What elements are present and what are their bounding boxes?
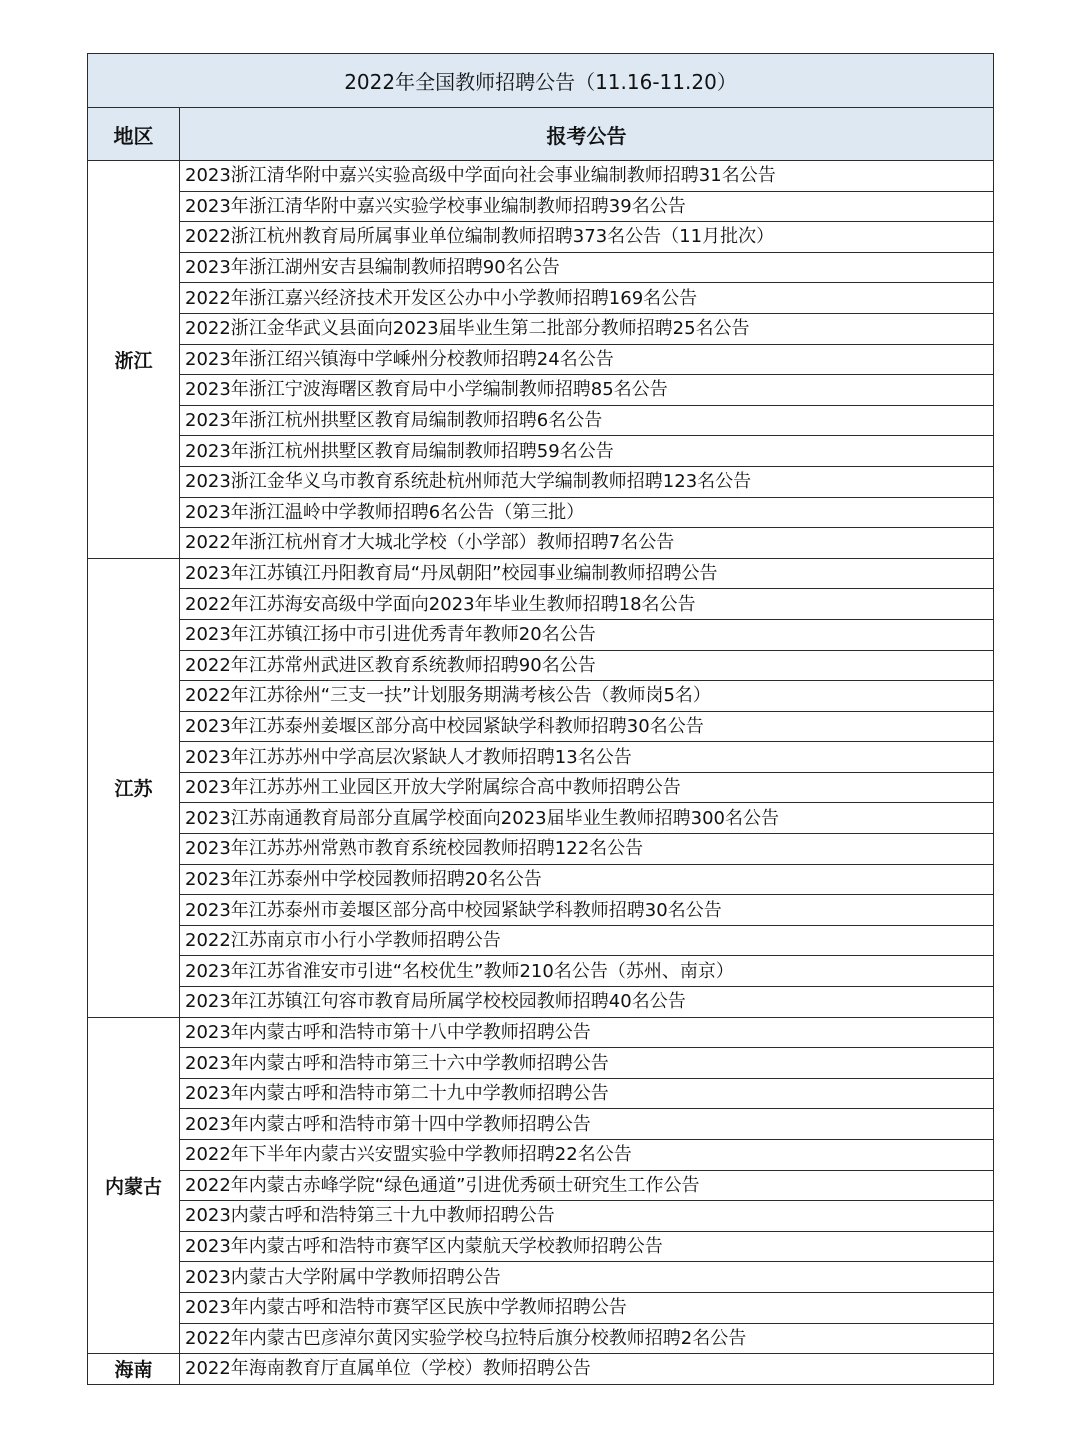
notice-table	[87, 53, 994, 1385]
notice-link[interactable]: 2022年江苏常州武进区教育系统教师招聘90名公告	[180, 650, 994, 681]
notice-link[interactable]: 2022年江苏海安高级中学面向2023年毕业生教师招聘18名公告	[180, 589, 994, 620]
notice-link[interactable]: 2023年浙江杭州拱墅区教育局编制教师招聘59名公告	[180, 436, 994, 467]
notice-link[interactable]: 2023江苏南通教育局部分直属学校面向2023届毕业生教师招聘300名公告	[180, 803, 994, 834]
notice-link[interactable]: 2022年海南教育厅直属单位（学校）教师招聘公告	[180, 1354, 994, 1385]
notice-link[interactable]: 2023年浙江绍兴镇海中学嵊州分校教师招聘24名公告	[180, 344, 994, 375]
table-row	[88, 803, 994, 834]
notice-link[interactable]: 2022浙江金华武义县面向2023届毕业生第二批部分教师招聘25名公告	[180, 313, 994, 344]
notice-link[interactable]: 2023年江苏苏州常熟市教育系统校园教师招聘122名公告	[180, 834, 994, 865]
table-row	[88, 161, 994, 192]
notice-link[interactable]: 2023年江苏泰州姜堰区部分高中校园紧缺学科教师招聘30名公告	[180, 711, 994, 742]
table-row	[88, 650, 994, 681]
header-row	[88, 108, 994, 161]
notice-link[interactable]: 2022年下半年内蒙古兴安盟实验中学教师招聘22名公告	[180, 1140, 994, 1171]
notice-link[interactable]: 2023年浙江清华附中嘉兴实验学校事业编制教师招聘39名公告	[180, 191, 994, 222]
table-row	[88, 528, 994, 559]
table-row	[88, 925, 994, 956]
table-row	[88, 1262, 994, 1293]
notice-link[interactable]: 2023年内蒙古呼和浩特市第十四中学教师招聘公告	[180, 1109, 994, 1140]
notice-link[interactable]: 2023年江苏省淮安市引进“名校优生”教师210名公告（苏州、南京）	[180, 956, 994, 987]
table-row	[88, 1323, 994, 1354]
table-row	[88, 772, 994, 803]
notice-link[interactable]: 2023年浙江温岭中学教师招聘6名公告（第三批）	[180, 497, 994, 528]
table-row	[88, 191, 994, 222]
notice-link[interactable]: 2023年江苏泰州中学校园教师招聘20名公告	[180, 864, 994, 895]
table-row	[88, 1170, 994, 1201]
notice-link[interactable]: 2023浙江金华义乌市教育系统赴杭州师范大学编制教师招聘123名公告	[180, 466, 994, 497]
notice-link[interactable]: 2023年江苏镇江扬中市引进优秀青年教师20名公告	[180, 619, 994, 650]
notice-link[interactable]: 2023年江苏泰州市姜堰区部分高中校园紧缺学科教师招聘30名公告	[180, 895, 994, 926]
notice-link[interactable]: 2022江苏南京市小行小学教师招聘公告	[180, 925, 994, 956]
table-row	[88, 375, 994, 406]
notice-link[interactable]: 2023年内蒙古呼和浩特市第三十六中学教师招聘公告	[180, 1048, 994, 1079]
notice-link[interactable]: 2022年江苏徐州“三支一扶”计划服务期满考核公告（教师岗5名）	[180, 681, 994, 712]
table-row	[88, 1109, 994, 1140]
table-row	[88, 834, 994, 865]
table-row	[88, 895, 994, 926]
table-row	[88, 222, 994, 253]
notice-link[interactable]: 2023年江苏苏州中学高层次紧缺人才教师招聘13名公告	[180, 742, 994, 773]
table-row	[88, 711, 994, 742]
table-row	[88, 864, 994, 895]
table-row	[88, 1017, 994, 1048]
table-row	[88, 1231, 994, 1262]
region-cell: 浙江	[88, 161, 180, 559]
table-row	[88, 619, 994, 650]
notice-link[interactable]: 2023年内蒙古呼和浩特市第十八中学教师招聘公告	[180, 1017, 994, 1048]
notice-link[interactable]: 2023年内蒙古呼和浩特市赛罕区民族中学教师招聘公告	[180, 1292, 994, 1323]
title-row	[88, 54, 994, 108]
table-row	[88, 1354, 994, 1385]
table-row	[88, 1140, 994, 1171]
notice-link[interactable]: 2022年内蒙古赤峰学院“绿色通道”引进优秀硕士研究生工作公告	[180, 1170, 994, 1201]
table-row	[88, 252, 994, 283]
notice-link[interactable]: 2023年浙江湖州安吉县编制教师招聘90名公告	[180, 252, 994, 283]
notice-link[interactable]: 2023年内蒙古呼和浩特市赛罕区内蒙航天学校教师招聘公告	[180, 1231, 994, 1262]
header-notice: 报考公告	[180, 108, 994, 161]
notice-link[interactable]: 2023年江苏镇江句容市教育局所属学校校园教师招聘40名公告	[180, 987, 994, 1018]
notice-link[interactable]: 2022浙江杭州教育局所属事业单位编制教师招聘373名公告（11月批次）	[180, 222, 994, 253]
table-row	[88, 742, 994, 773]
notice-link[interactable]: 2023年内蒙古呼和浩特市第二十九中学教师招聘公告	[180, 1078, 994, 1109]
table-row	[88, 283, 994, 314]
notice-link[interactable]: 2023内蒙古大学附属中学教师招聘公告	[180, 1262, 994, 1293]
table-row	[88, 987, 994, 1018]
notice-link[interactable]: 2022年浙江嘉兴经济技术开发区公办中小学教师招聘169名公告	[180, 283, 994, 314]
notice-link[interactable]: 2023内蒙古呼和浩特第三十九中教师招聘公告	[180, 1201, 994, 1232]
table-row	[88, 1048, 994, 1079]
table-row	[88, 956, 994, 987]
table-row	[88, 466, 994, 497]
table-row	[88, 436, 994, 467]
notice-link[interactable]: 2022年内蒙古巴彦淖尔黄冈实验学校乌拉特后旗分校教师招聘2名公告	[180, 1323, 994, 1354]
notice-link[interactable]: 2022年浙江杭州育才大城北学校（小学部）教师招聘7名公告	[180, 528, 994, 559]
table-body	[88, 161, 994, 1385]
table-title: 2022年全国教师招聘公告（11.16-11.20）	[88, 54, 994, 108]
region-cell: 江苏	[88, 558, 180, 1017]
table-row	[88, 1292, 994, 1323]
table-row	[88, 1201, 994, 1232]
table-row	[88, 313, 994, 344]
table-row	[88, 497, 994, 528]
table-row	[88, 589, 994, 620]
notice-link[interactable]: 2023年浙江杭州拱墅区教育局编制教师招聘6名公告	[180, 405, 994, 436]
region-cell: 内蒙古	[88, 1017, 180, 1354]
table-row	[88, 681, 994, 712]
table-row	[88, 558, 994, 589]
notice-link[interactable]: 2023年浙江宁波海曙区教育局中小学编制教师招聘85名公告	[180, 375, 994, 406]
table-row	[88, 1078, 994, 1109]
notice-link[interactable]: 2023浙江清华附中嘉兴实验高级中学面向社会事业编制教师招聘31名公告	[180, 161, 994, 192]
table-row	[88, 344, 994, 375]
table-row	[88, 405, 994, 436]
notice-link[interactable]: 2023年江苏苏州工业园区开放大学附属综合高中教师招聘公告	[180, 772, 994, 803]
region-cell: 海南	[88, 1354, 180, 1385]
header-region: 地区	[88, 108, 180, 161]
notice-link[interactable]: 2023年江苏镇江丹阳教育局“丹凤朝阳”校园事业编制教师招聘公告	[180, 558, 994, 589]
